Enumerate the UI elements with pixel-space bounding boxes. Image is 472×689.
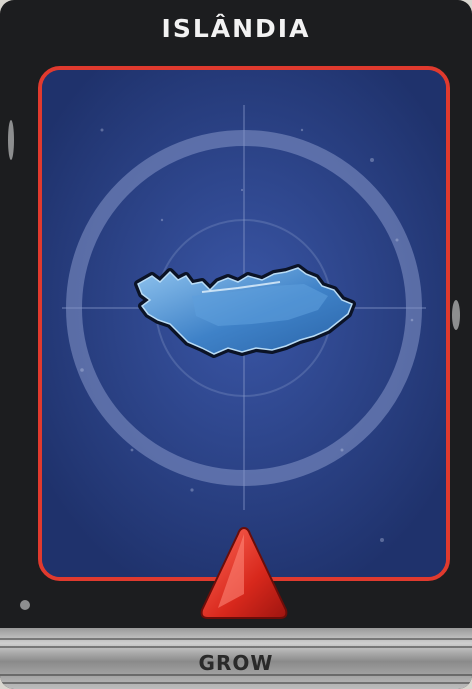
map-panel (38, 66, 450, 581)
card-title: ISLÂNDIA (161, 14, 311, 43)
brand-label: GROW (198, 651, 274, 675)
radar-background (42, 70, 446, 577)
red-triangle-icon (198, 524, 290, 622)
